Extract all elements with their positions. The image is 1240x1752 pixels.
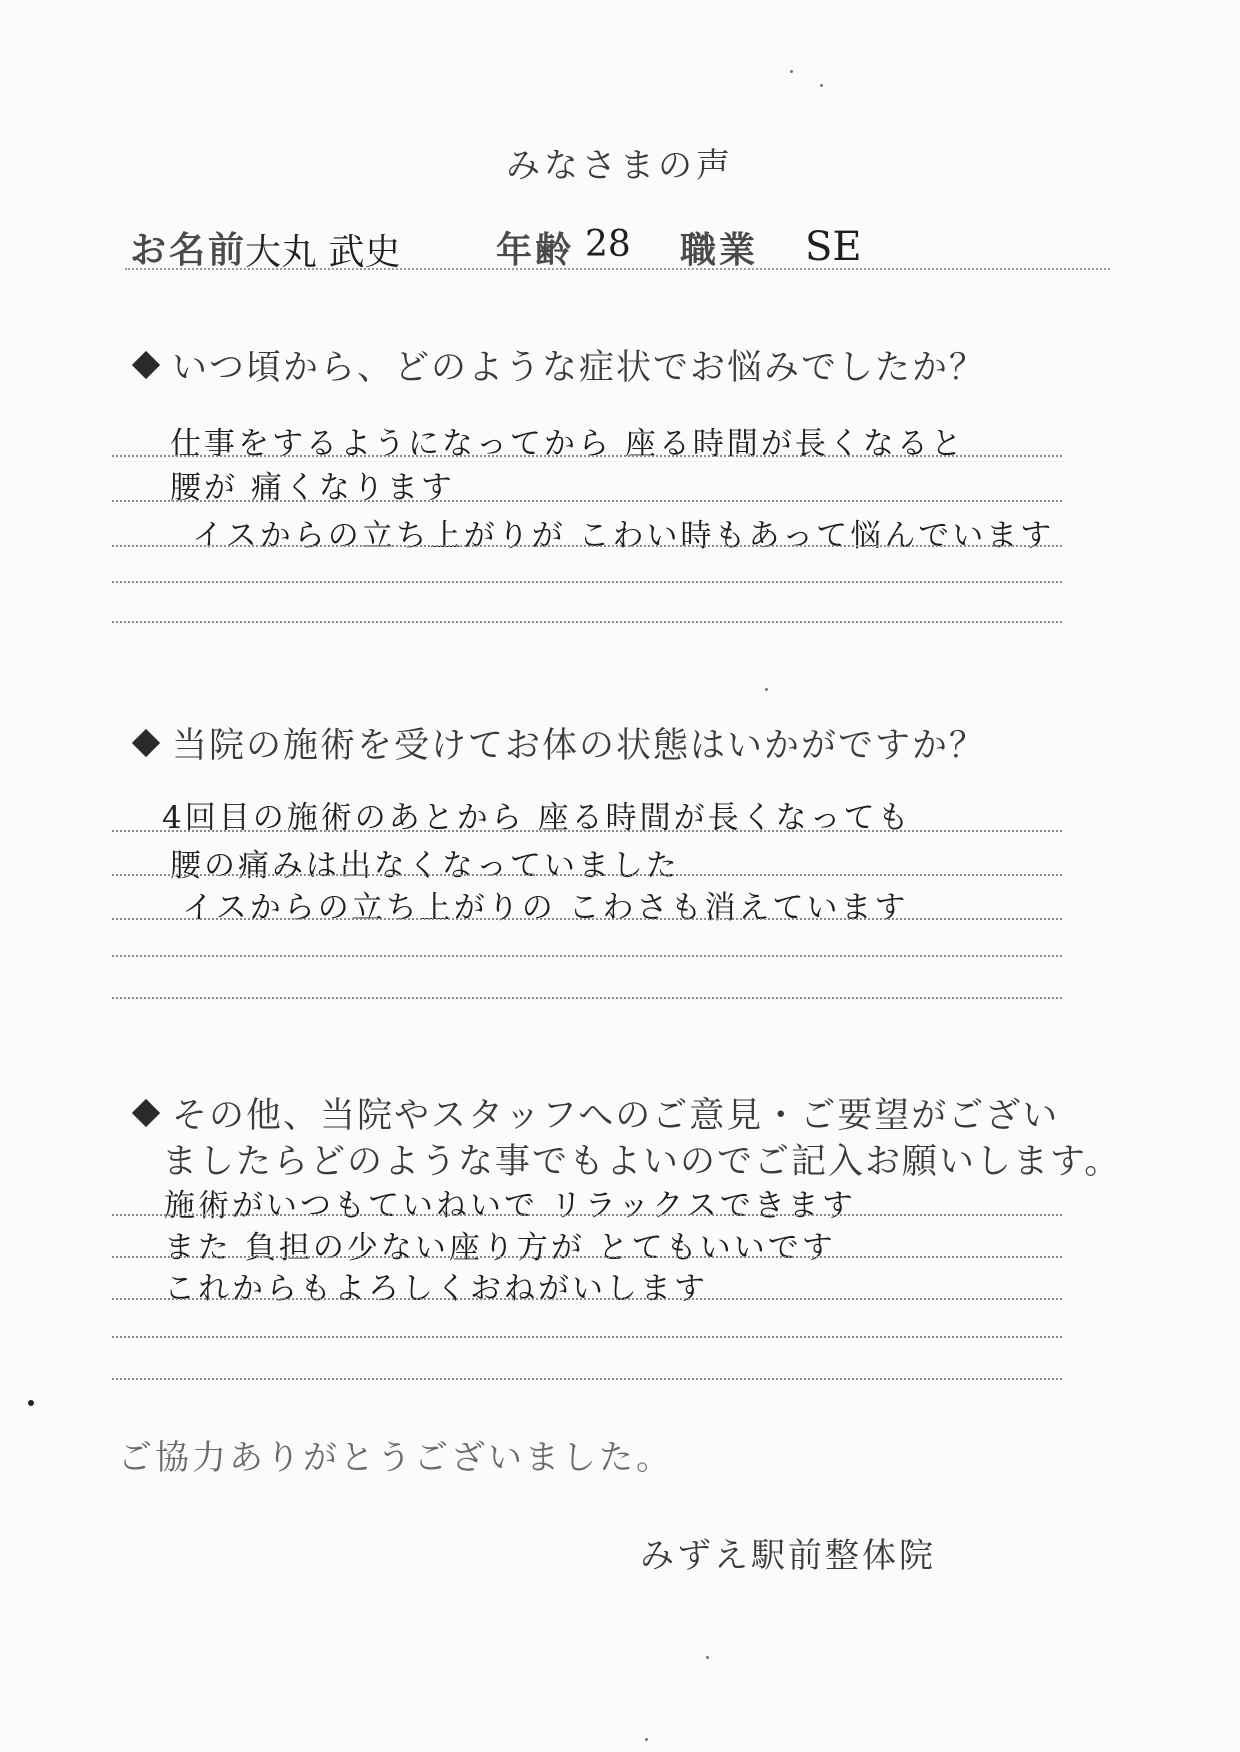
answer-3-line-3: これからもよろしくおねがいします bbox=[164, 1271, 708, 1307]
diamond-bullet-icon bbox=[132, 1099, 160, 1127]
scan-speck bbox=[645, 1738, 648, 1741]
name-value: 大丸 武史 bbox=[245, 232, 401, 273]
answer-3-line-1: 施術がいつもていねいで リラックスできます bbox=[164, 1188, 856, 1224]
question-1 bbox=[132, 340, 986, 390]
age-value: 28 bbox=[585, 224, 631, 265]
scan-speck bbox=[765, 688, 768, 691]
question-2 bbox=[132, 718, 986, 768]
answer-2-line-3: イスからの立ち上がりの こわさも消えています bbox=[182, 890, 909, 926]
diamond-bullet-icon bbox=[132, 351, 160, 379]
ruled-line bbox=[112, 500, 1062, 502]
ruled-line bbox=[112, 955, 1062, 957]
occupation-value: SE bbox=[805, 224, 862, 270]
answer-1-line-2: 腰が 痛くなります bbox=[170, 470, 455, 506]
ruled-line bbox=[112, 1336, 1062, 1338]
ruled-line bbox=[112, 874, 1062, 876]
scan-speck bbox=[28, 1400, 34, 1406]
question-3-prompt-line-1: その他、当院やスタッフへのご意見・ご要望がござい bbox=[172, 1096, 1060, 1136]
answer-3-line-2: また 負担の少ない座り方が とてもいいです bbox=[164, 1230, 836, 1266]
question-3-prompt-line-2: ましたらどのような事でもよいのでご記入お願いします。 bbox=[162, 1142, 1122, 1182]
ruled-line bbox=[112, 621, 1062, 623]
diamond-bullet-icon bbox=[132, 729, 160, 757]
answer-1-line-3: イスからの立ち上がりが こわい時もあって悩んでいます bbox=[192, 518, 1055, 554]
ruled-line bbox=[112, 997, 1062, 999]
question-2-prompt: 当院の施術を受けてお体の状態はいかがですか？ bbox=[172, 726, 987, 766]
thanks-message: ご協力ありがとうございました。 bbox=[118, 1438, 673, 1478]
ruled-line bbox=[112, 1256, 1062, 1258]
scan-speck bbox=[706, 1656, 709, 1659]
occupation-label: 職業 bbox=[680, 230, 759, 271]
ruled-line bbox=[112, 1378, 1062, 1380]
ruled-line bbox=[112, 918, 1062, 920]
ruled-line bbox=[112, 1298, 1062, 1300]
ruled-line bbox=[112, 1214, 1062, 1216]
info-row bbox=[130, 222, 1110, 272]
age-label: 年齢 bbox=[496, 230, 575, 271]
question-3 bbox=[132, 1088, 1059, 1138]
answer-1-line-1: 仕事をするようになってから 座る時間が長くなると bbox=[170, 426, 965, 462]
ruled-line bbox=[112, 830, 1062, 832]
answer-2-line-2: 腰の痛みは出なくなっていました bbox=[170, 848, 680, 884]
ruled-line bbox=[112, 545, 1062, 547]
page-title: みなさまの声 bbox=[506, 146, 734, 186]
clinic-name: みずえ駅前整体院 bbox=[640, 1536, 936, 1576]
ruled-line bbox=[112, 455, 1062, 457]
answer-2-line-1: 4回目の施術のあとから 座る時間が長くなっても bbox=[162, 800, 912, 836]
scan-speck bbox=[790, 70, 793, 73]
question-1-prompt: いつ頃から、どのような症状でお悩みでしたか？ bbox=[172, 348, 987, 388]
ruled-line bbox=[112, 581, 1062, 583]
scan-speck bbox=[820, 84, 823, 87]
info-underline bbox=[125, 268, 1110, 270]
name-label: お名前 bbox=[130, 230, 248, 271]
